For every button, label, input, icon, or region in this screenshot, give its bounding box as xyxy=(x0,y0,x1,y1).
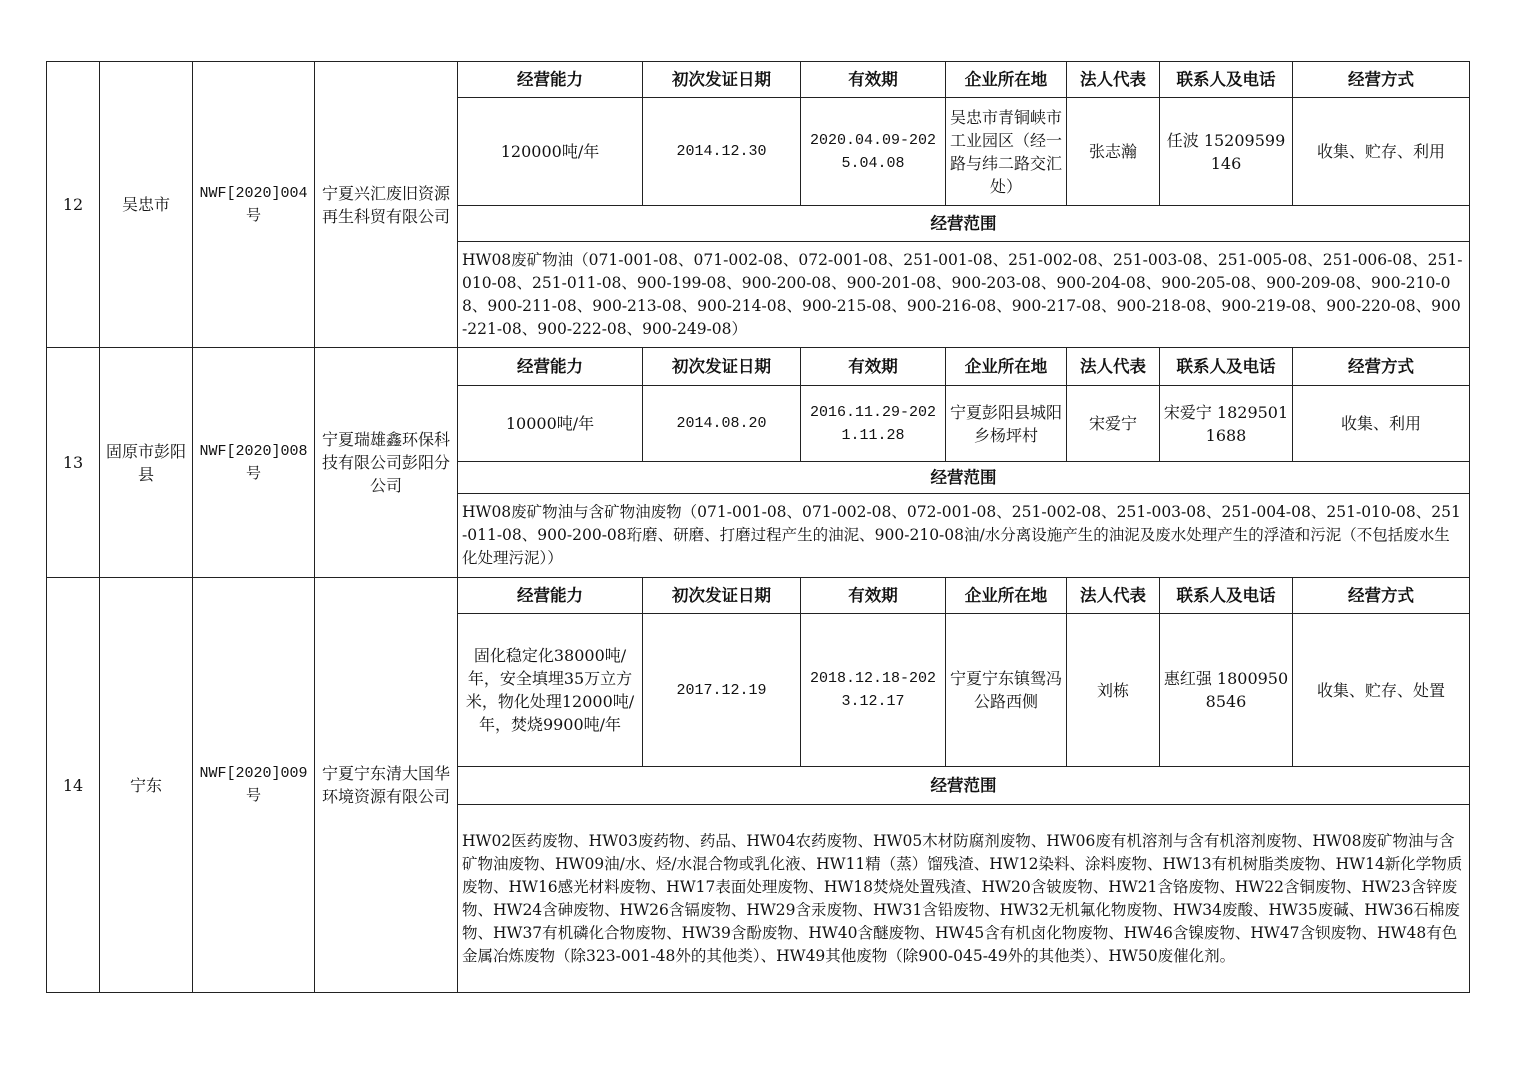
company-name: 宁夏瑞雄鑫环保科技有限公司彭阳分公司 xyxy=(315,348,458,578)
table-row xyxy=(47,578,1470,614)
table-row xyxy=(47,62,1470,98)
header-first-issue-date: 初次发证日期 xyxy=(643,62,801,98)
header-first-issue-date: 初次发证日期 xyxy=(643,348,801,386)
mode-cell: 收集、贮存、利用 xyxy=(1293,98,1470,206)
capacity-cell: 120000吨/年 xyxy=(458,98,643,206)
validity-cell: 2018.12.18-2023.12.17 xyxy=(801,614,946,767)
header-location: 企业所在地 xyxy=(946,62,1067,98)
validity-cell: 2016.11.29-2021.11.28 xyxy=(801,386,946,462)
legal-rep-cell: 张志瀚 xyxy=(1067,98,1160,206)
header-capacity: 经营能力 xyxy=(458,578,643,614)
license-number: NWF[2020]008号 xyxy=(193,348,315,578)
first-issue-date-cell: 2017.12.19 xyxy=(643,614,801,767)
location-cell: 吴忠市青铜峡市工业园区（经一路与纬二路交汇处） xyxy=(946,98,1067,206)
header-validity: 有效期 xyxy=(801,62,946,98)
header-legal-rep: 法人代表 xyxy=(1067,348,1160,386)
scope-title: 经营范围 xyxy=(458,462,1470,494)
capacity-cell: 10000吨/年 xyxy=(458,386,643,462)
header-legal-rep: 法人代表 xyxy=(1067,578,1160,614)
contact-cell: 宋爱宁 18295011688 xyxy=(1160,386,1293,462)
first-issue-date-cell: 2014.12.30 xyxy=(643,98,801,206)
header-validity: 有效期 xyxy=(801,578,946,614)
header-legal-rep: 法人代表 xyxy=(1067,62,1160,98)
table-row xyxy=(47,348,1470,386)
record-region: 固原市彭阳县 xyxy=(100,348,193,578)
scope-title: 经营范围 xyxy=(458,767,1470,805)
record-region: 宁东 xyxy=(100,578,193,993)
header-contact: 联系人及电话 xyxy=(1160,62,1293,98)
license-number: NWF[2020]009号 xyxy=(193,578,315,993)
record-number: 12 xyxy=(47,62,100,348)
mode-cell: 收集、利用 xyxy=(1293,386,1470,462)
scope-title: 经营范围 xyxy=(458,206,1470,242)
legal-rep-cell: 刘栋 xyxy=(1067,614,1160,767)
contact-cell: 惠红强 18009508546 xyxy=(1160,614,1293,767)
header-mode: 经营方式 xyxy=(1293,578,1470,614)
scope-cell: HW08废矿物油（071-001-08、071-002-08、072-001-08、251-001-08、251-002-08、251-003-08、251-005-08、251-006-08、251-010-08、251-011-08、900-199-08、900-200-08、900-201-08、900-203-08、900-204-08、900-205-08、900-209-08、900-210-08、900-211-08、900-213-08、900-214-08、900-215-08、900-216-08、900-217-08、900-218-08、900-219-08、900-220-08、900-221-08、900-222-08、900-249-08） xyxy=(458,242,1470,348)
header-capacity: 经营能力 xyxy=(458,348,643,386)
header-contact: 联系人及电话 xyxy=(1160,348,1293,386)
location-cell: 宁夏宁东镇鸳冯公路西侧 xyxy=(946,614,1067,767)
company-name: 宁夏宁东清大国华环境资源有限公司 xyxy=(315,578,458,993)
header-location: 企业所在地 xyxy=(946,348,1067,386)
record-region: 吴忠市 xyxy=(100,62,193,348)
header-contact: 联系人及电话 xyxy=(1160,578,1293,614)
capacity-cell: 固化稳定化38000吨/年，安全填埋35万立方米，物化处理12000吨/年，焚烧9900吨/年 xyxy=(458,614,643,767)
header-validity: 有效期 xyxy=(801,348,946,386)
legal-rep-cell: 宋爱宁 xyxy=(1067,386,1160,462)
record-number: 13 xyxy=(47,348,100,578)
license-number: NWF[2020]004号 xyxy=(193,62,315,348)
first-issue-date-cell: 2014.08.20 xyxy=(643,386,801,462)
header-mode: 经营方式 xyxy=(1293,62,1470,98)
header-mode: 经营方式 xyxy=(1293,348,1470,386)
mode-cell: 收集、贮存、处置 xyxy=(1293,614,1470,767)
permit-table xyxy=(46,61,1470,993)
record-number: 14 xyxy=(47,578,100,993)
scope-cell: HW08废矿物油与含矿物油废物（071-001-08、071-002-08、072-001-08、251-002-08、251-003-08、251-004-08、251-010-08、251-011-08、900-200-08珩磨、研磨、打磨过程产生的油泥、900-210-08油/水分离设施产生的油泥及废水处理产生的浮渣和污泥（不包括废水生化处理污泥）） xyxy=(458,494,1470,578)
company-name: 宁夏兴汇废旧资源再生科贸有限公司 xyxy=(315,62,458,348)
location-cell: 宁夏彭阳县城阳乡杨坪村 xyxy=(946,386,1067,462)
scope-cell: HW02医药废物、HW03废药物、药品、HW04农药废物、HW05木材防腐剂废物、HW06废有机溶剂与含有机溶剂废物、HW08废矿物油与含矿物油废物、HW09油/水、烃/水混合物或乳化液、HW11精（蒸）馏残渣、HW12染料、涂料废物、HW13有机树脂类废物、HW14新化学物质废物、HW16感光材料废物、HW17表面处理废物、HW18焚烧处置残渣、HW20含铍废物、HW21含铬废物、HW22含铜废物、HW23含锌废物、HW24含砷废物、HW26含镉废物、HW29含汞废物、HW31含铅废物、HW32无机氟化物废物、HW34废酸、HW35废碱、HW36石棉废物、HW37有机磷化合物废物、HW39含酚废物、HW40含醚废物、HW45含有机卤化物废物、HW46含镍废物、HW47含钡废物、HW48有色金属冶炼废物（除323-001-48外的其他类）、HW49其他废物（除900-045-49外的其他类）、HW50废催化剂。 xyxy=(458,805,1470,993)
contact-cell: 任波 15209599146 xyxy=(1160,98,1293,206)
header-first-issue-date: 初次发证日期 xyxy=(643,578,801,614)
header-location: 企业所在地 xyxy=(946,578,1067,614)
header-capacity: 经营能力 xyxy=(458,62,643,98)
validity-cell: 2020.04.09-2025.04.08 xyxy=(801,98,946,206)
